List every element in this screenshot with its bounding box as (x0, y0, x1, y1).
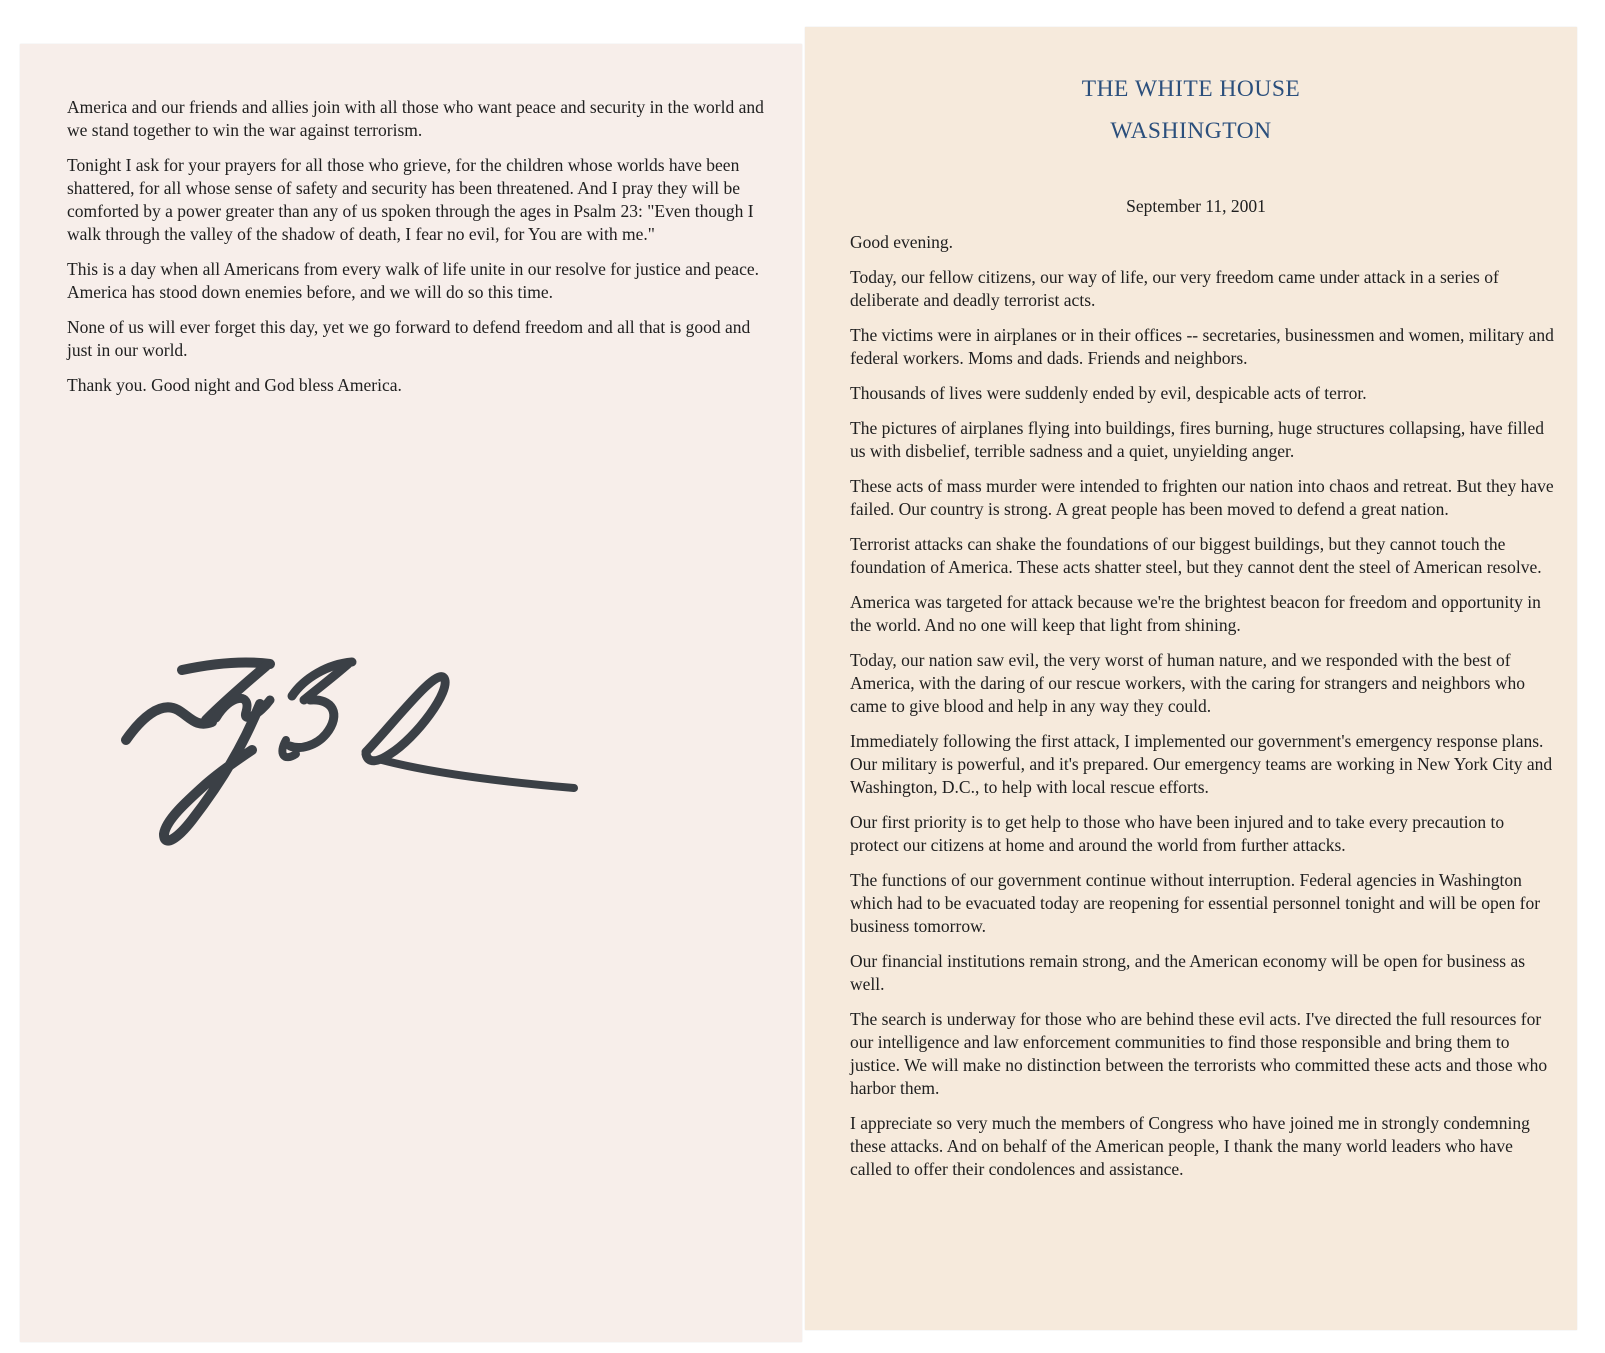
speech-paragraph: Our first priority is to get help to those who have been injured and to take every precaution to protect our citizens at home and around the world from further attacks. (850, 812, 1505, 855)
speech-paragraph: None of us will ever forget this day, yet we go forward to defend freedom and all that is good and just in our world. (67, 317, 751, 360)
speech-date: September 11, 2001 (1126, 196, 1266, 216)
speech-paragraph: I appreciate so very much the members of Congress who have joined me in strongly condemning these attacks. And on behalf of the American people, I thank the many world leaders who have called to offer their condolences and assistance. (850, 1113, 1530, 1179)
speech-paragraph: Terrorist attacks can shake the foundations of our biggest buildings, but they cannot touch the foundation of America. These acts shatter steel, but they cannot dent the steel of American resolve. (850, 534, 1542, 577)
speech-paragraph: This is a day when all Americans from every walk of life unite in our resolve for justice and peace. America has stood down enemies before, and we will do so this time. (67, 259, 759, 302)
speech-page-right (805, 27, 1577, 1330)
letterhead-subtitle: WASHINGTON (1110, 118, 1272, 144)
speech-paragraph: The pictures of airplanes flying into buildings, fires burning, huge structures collapsing, have filled us with disbelief, terrible sadness and a quiet, unyielding anger. (850, 418, 1545, 461)
speech-paragraph: Our financial institutions remain strong, and the American economy will be open for business as well. (850, 951, 1526, 994)
speech-page-left (20, 44, 802, 1342)
speech-paragraph: The search is underway for those who are behind these evil acts. I've directed the full resources for our intelligence and law enforcement communities to find those responsible and bring them to justice. We will make no distinction between the terrorists who committed these acts and those who harbor them. (850, 1009, 1548, 1098)
handwritten-signature-icon (120, 634, 580, 874)
letterhead-title: THE WHITE HOUSE (1081, 76, 1301, 102)
speech-paragraph: The functions of our government continue without interruption. Federal agencies in Washington which had to be evacuated today are reopening for essential personnel tonight and will be open for business tomorrow. (850, 870, 1541, 936)
speech-paragraph: The victims were in airplanes or in their offices -- secretaries, businessmen and women, military and federal workers. Moms and dads. Friends and neighbors. (850, 325, 1554, 368)
speech-paragraph: America was targeted for attack because we're the brightest beacon for freedom and opportunity in the world. And no one will keep that light from shining. (850, 592, 1541, 635)
speech-body-left (67, 96, 767, 409)
speech-paragraph: These acts of mass murder were intended to frighten our nation into chaos and retreat. But they have failed. Our country is strong. A great people has been moved to defend a great nation. (850, 476, 1554, 519)
speech-paragraph: Thousands of lives were suddenly ended by evil, despicable acts of terror. (850, 383, 1367, 403)
speech-greeting: Good evening. (850, 232, 954, 252)
speech-paragraph: Today, our nation saw evil, the very worst of human nature, and we responded with the best of America, with the daring of our rescue workers, with the caring for strangers and neighbors who came to give blood and help in any way they could. (850, 650, 1525, 716)
speech-paragraph: Immediately following the first attack, I implemented our government's emergency response plans. Our military is powerful, and it's prepared. Our emergency teams are working in New York City and Washington, D.C., to help with local rescue efforts. (850, 731, 1553, 797)
speech-body-right (850, 231, 1556, 1193)
speech-paragraph: Today, our fellow citizens, our way of life, our very freedom came under attack in a series of deliberate and deadly terrorist acts. (850, 267, 1499, 310)
speech-closing: Thank you. Good night and God bless America. (67, 375, 402, 395)
speech-paragraph: America and our friends and allies join with all those who want peace and security in the world and we stand together to win the war against terrorism. (67, 97, 764, 140)
speech-paragraph: Tonight I ask for your prayers for all those who grieve, for the children whose worlds have been shattered, for all whose sense of safety and security has been threatened. And I pray they will be comforted by a power greater than any of us spoken through the ages in Psalm 23: "Even though I walk through the valley of the shadow of death, I fear no evil, for You are with me." (67, 155, 754, 244)
